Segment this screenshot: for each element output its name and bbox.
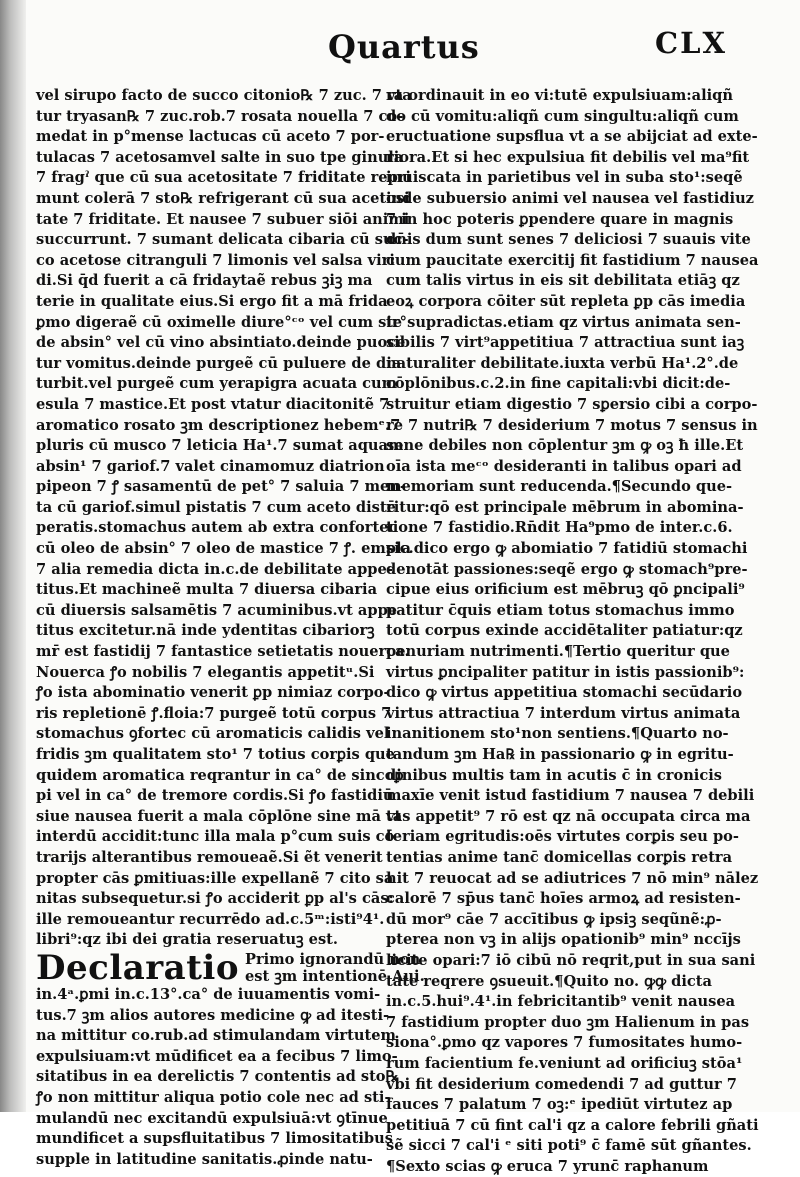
text-line: cum paucitate exercitij fit fastidium 7 nausea: [386, 251, 759, 269]
text-line: interdū accidit:tunc illa mala p°cum suis cō: [36, 828, 395, 846]
text-line: vbi fit desiderium comedendi 7 ad guttur 7: [386, 1075, 737, 1093]
text-line: stomachus ꝯfortec cū aromaticis calidis vel: [36, 725, 390, 743]
text-line: sibilis 7 virt⁹appetitiua 7 attractiua sunt iaꝫ: [386, 334, 745, 352]
text-line: 7 alia remedia dicta in.c.de debilitate appe‑: [36, 560, 393, 578]
text-line: expulsiuam:vt mūdificet ea a fecibus 7 limo‑: [36, 1047, 398, 1065]
text-line: dū mor⁹ cāe 7 accītibus ꝙ ipsiꝫ seqũnẽ:ꝓ‑: [386, 910, 722, 928]
text-line: sẽ sicci 7 cal'i ᵉ siti poti⁹ c̄ famē sūt gñantes.: [386, 1137, 752, 1155]
text-line: munt colerā 7 sto℞ refrigerant cū sua acetosi: [36, 189, 410, 207]
text-line: denotāt passiones:seqẽ ergo ꝙ stomach⁹pre‑: [386, 560, 748, 578]
text-line: tandum ꝫm Ha℞ in passionario ꝙ in egritu‑: [386, 746, 734, 763]
text-line: naturaliter debilitate.iuxta verbū Ha¹.2°.de: [386, 354, 739, 372]
text-line: cū oleo de absin° 7 oleo de mastice 7 ꝭ. empla: [36, 540, 412, 558]
text-line: absin¹ 7 gariof.7 valet cinamomuz diatrion: [36, 457, 385, 475]
text-line: succurrunt. 7 sumant delicata cibaria cū suc‑: [36, 231, 409, 249]
text-line: libri⁹:qz ibi dei gratia reseruatuꝫ est.: [36, 931, 338, 949]
text-line: ꝭo ista abominatio venerit ꝑp nimiaz corpo‑: [36, 684, 390, 702]
text-line: sic.dico ergo ꝙ abomiatio 7 fatidiū stomachi: [386, 540, 748, 558]
text-line: mr̄ est fastidij 7 fantastice setietatis nouerca.: [36, 643, 410, 661]
text-line: ra ordinauit in eo vi:tutē expulsiuam:aliqñ: [386, 87, 734, 104]
text-line: fridis ꝫm qualitatem sto¹ 7 totius corꝑis que: [36, 746, 395, 763]
text-line: re 7 nutri℞ 7 desiderium 7 motus 7 sensus in: [386, 416, 758, 434]
text-line: siona°.ꝑmo qz vapores 7 fumositates humo‑: [386, 1034, 743, 1052]
declaratio-heading: [36, 947, 425, 988]
text-line: tur tryasan℞ 7 zuc.rob.7 rosata nouella 7 co‑: [36, 107, 404, 125]
text-line: virtus attractiua 7 interdum virtus animata: [386, 704, 741, 722]
text-line: aromatico rosato ꝫm descriptionez hebemᵉ.7: [36, 416, 401, 434]
text-line: dico ꝙ virtus appetitiua stomachi secūdario: [386, 684, 743, 702]
text-line: maxīe venit istud fastidium 7 nausea 7 debili: [386, 787, 755, 805]
text-line: cipue eius orificium est mēbruꝫ qō ꝑncipali⁹: [386, 581, 745, 599]
text-line: tur vomitus.deinde purgeẽ cū puluere de dia: [36, 354, 402, 372]
declaratio-initial: Declaratio: [36, 947, 240, 988]
text-line: ꝑmo digeraẽ cū oximelle diure°ᶜᵒ vel cum sir°: [36, 313, 407, 331]
text-line: medat in p°mense lactucas cū aceto 7 por‑: [36, 128, 385, 146]
text-line: hit 7 reuocat ad se adiutrices 7 nō min⁹ nālez: [386, 869, 759, 887]
right-text-column: [386, 86, 762, 1177]
text-line: na mittitur co.rub.ad stimulandam virtutem: [36, 1027, 396, 1045]
text-line: te supradictas.etiam qz virtus animata sen‑: [386, 313, 741, 331]
text-line: ta cū gariof.simul pistatis 7 cum aceto distē: [36, 498, 396, 516]
text-line: eoꝝ corpora cōiter sūt repleta ꝑp cās imedia: [386, 292, 746, 310]
text-line: tas appetit⁹ 7 rō est qz nā occupata circa ma: [386, 807, 751, 825]
text-line: cū diuersis salsamētis 7 acuminibus.vt appe: [36, 601, 398, 619]
text-line: dinibus multis tam in acutis c̄ in cronicis: [386, 766, 722, 784]
text-line: di.Si q̄d fuerit a cā fridaytaẽ rebus ꝫiꝫ ma: [36, 272, 373, 290]
text-line: terie in qualitate eius.Si ergo fit a mā frida: [36, 292, 388, 310]
text-line: tulacas 7 acetosamvel salte in suo tpe ginula: [36, 148, 404, 166]
text-line: quidem aromatica reqrantur in ca° de sincoꝑ: [36, 766, 404, 784]
text-line: ris repletionē ꝭ.floia:7 purgeẽ totū corpus 7: [36, 704, 392, 722]
text-line: 7 in hoc poteris ꝑpendere quare in magnis: [386, 210, 734, 228]
text-line: co acetose citranguli 7 limonis vel salsa viri: [36, 251, 395, 269]
text-line: nitas subsequetur.si ꝭo acciderit ꝑp al's cās:: [36, 890, 394, 908]
text-line: 7 fragˀ que cū sua acetositate 7 friditate repri: [36, 169, 412, 187]
text-line: petitiuā 7 cū fint cal'i qz a calore febrili gñati: [386, 1116, 759, 1134]
text-line: teriam egritudis:oēs virtutes corꝑis seu po‑: [386, 828, 739, 846]
text-line: in.c.5.hui⁹.4¹.in febricitantib⁹ venit nausea: [386, 993, 736, 1011]
running-title: Quartus: [328, 28, 480, 66]
text-line: sitatibus in ea derelictis 7 contentis ad sto℞: [36, 1068, 399, 1086]
text-line: pterea non vꝫ in alijs opationib⁹ min⁹ nccījs: [386, 931, 741, 949]
text-line: propter cās ꝑmitiuas:ille expellanẽ 7 cito sa: [36, 869, 394, 887]
text-line: mundificet a supsfluitatibus 7 limositatibus: [36, 1130, 393, 1148]
text-line: cum talis virtus in eis sit debilitata etiāꝫ qz: [386, 272, 740, 290]
text-line: de absin° vel cū vino absintiato.deinde puoce: [36, 334, 406, 352]
text-line: peratis.stomachus autem ab extra confortec: [36, 519, 398, 537]
text-line: dn̄is dum sunt senes 7 deliciosi 7 suauis vite: [386, 231, 751, 249]
text-line: supple in latitudine sanitatis.ꝓinde natu‑: [36, 1150, 373, 1168]
text-line: Primo ignorandū non: [245, 950, 421, 968]
text-line: fauces 7 palatum 7 oꝫ:ᵉ ipediūt virtutez ap: [386, 1096, 733, 1114]
text-line: rum facientium fe.veniunt ad orificiuꝫ stōa¹: [386, 1054, 743, 1072]
text-line: 7 fastidium propter duo ꝫm Halienum in pas: [386, 1013, 750, 1031]
text-line: tentias anime tanc̄ domicellas corꝑis retra: [386, 848, 733, 866]
text-line: est ꝫm intentionē Aui.: [245, 967, 425, 985]
text-line: ille remoueantur recurrēdo ad.c.5ᵐ:isti⁹4¹.: [36, 910, 385, 928]
text-line: totū corpus exinde accidētaliter patiatur:qz: [386, 622, 743, 640]
text-line: licite opari:7 iō cibū nō reqrit,put in sua sani: [386, 951, 756, 969]
text-line: pi vel in ca° de tremore cordis.Si ꝭo fastidiū: [36, 787, 394, 805]
text-line: inde subuersio animi vel nausea vel fastidiuz: [386, 189, 754, 207]
text-line: Nouerca ꝭo nobilis 7 elegantis appetitᵘ.Si: [36, 663, 375, 681]
text-line: inuiscata in parietibus vel in suba sto¹:seqẽ: [386, 169, 743, 187]
text-line: virtus ꝑncipaliter patitur in istis passionib⁹:: [386, 663, 745, 681]
folio-number: CLX: [655, 26, 727, 60]
text-line: sene debiles non cōplentur ꝫm ꝙ oꝫ ħ ille.Et: [386, 437, 744, 455]
text-line: ¶Sexto scias ꝙ eruca 7 yrunc̄ raphanum: [386, 1157, 709, 1175]
text-line: eructuatione supsflua vt a se abijciat ad exte‑: [386, 128, 758, 146]
text-line: pluris cū musco 7 leticia Ha¹.7 sumat aquam: [36, 437, 404, 455]
text-line: ritur:qō est principale mēbrum in abomina‑: [386, 498, 744, 516]
text-line: penuriam nutrimenti.¶Tertio queritur que: [386, 643, 730, 661]
text-line: titus excitetur.nā inde ydentitas cibariorꝫ: [36, 622, 375, 640]
text-line: vel sirupo facto de succo citonio℞ 7 zuc. 7 vta: [36, 87, 412, 104]
text-line: titus.Et machineẽ multa 7 diuersa cibaria: [36, 581, 378, 599]
text-line: tus.7 ꝫm alios autores medicine ꝙ ad itesti‑: [36, 1006, 390, 1024]
text-line: struitur etiam digestio 7 sꝑersio cibi a corpo‑: [386, 395, 758, 413]
text-line: cōplōnibus.c.2.in fine capitali:vbi dicit:de‑: [386, 375, 731, 393]
text-line: inanitionem sto¹non sentiens.¶Quarto no‑: [386, 725, 729, 743]
text-line: esula 7 mastice.Et post vtatur diacitonitẽ 7: [36, 395, 390, 413]
text-line: trarijs alterantibus remoueaẽ.Si ẽt venerit: [36, 848, 383, 866]
text-line: pipeon 7 ꝭ sasamentū de pet° 7 saluia 7 men‑: [36, 478, 406, 496]
text-line: siue nausea fuerit a mala cōplōne sine mā vt: [36, 807, 402, 825]
text-line: oīa ista meᶜᵒ desideranti in talibus opari ad: [386, 457, 742, 475]
text-line: turbit.vel purgeẽ cum yerapigra acuata cum: [36, 375, 398, 393]
text-line: calorē 7 sp̄us tanc̄ hoīes armoꝝ ad resisten‑: [386, 890, 741, 908]
text-line: tate 7 friditate. Et nausee 7 subuer siōi animi: [36, 210, 410, 228]
text-line: do cū vomitu:aliqñ cum singultu:aliqñ cum: [386, 107, 739, 125]
left-text-column: [36, 86, 425, 1170]
text-line: riora.Et si hec expulsiua fit debilis vel ma⁹fit: [386, 148, 750, 166]
text-line: in.4ᵃ.ꝑmi in.c.13°.ca° de iuuamentis vomi‑: [36, 985, 381, 1003]
text-line: tate reqrere ꝯsueuit.¶Quito no. ꝙꝙ dicta: [386, 972, 712, 990]
text-line: mulandū nec excitandū expulsiuā:vt ꝯtīnue: [36, 1109, 388, 1127]
text-line: tione 7 fastidio.Rn̄dit Ha⁹pmo de inter.c.6.: [386, 519, 733, 537]
text-line: patitur c̄quis etiam totus stomachus immo: [386, 601, 735, 619]
text-line: ꝭo non mittitur aliqua potio cole nec ad sti‑: [36, 1088, 391, 1106]
text-line: memoriam sunt reducenda.¶Secundo que‑: [386, 478, 733, 496]
